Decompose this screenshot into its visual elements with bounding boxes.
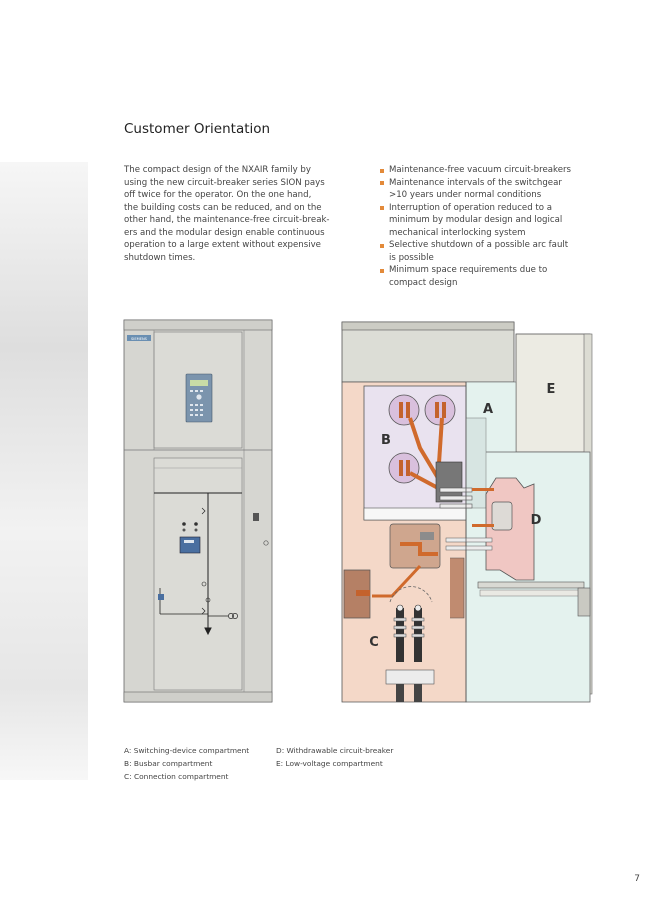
protection-relay [186,374,212,422]
feature-line: Maintenance-free vacuum circuit-breakers [389,165,571,175]
label-c: C [369,635,379,650]
feature-line: is possible [389,252,434,263]
feature-line: Selective shutdown of a possible arc fault [389,240,569,250]
intro-line: ers and the modular design enable continuous [124,227,325,238]
feature-item [380,264,606,289]
feature-item [380,239,606,264]
feature-list [380,164,606,289]
caption-line: D: Withdrawable circuit-breaker [276,746,394,755]
label-a: A [482,402,494,417]
feature-item [380,164,606,177]
intro-paragraph [124,164,350,264]
intro-line: other hand, the maintenance-free circuit-break- [124,215,330,225]
caption-line: E: Low-voltage compartment [276,758,383,768]
switchgear-figure [120,318,600,710]
page-title: Customer Orientation [124,121,271,137]
caption-line: C: Connection compartment [124,771,229,781]
feature-line: compact design [389,277,458,288]
side-gradient-band [0,162,88,780]
feature-line: >10 years under normal conditions [389,190,542,200]
feature-line: Minimum space requirements due to [389,265,548,275]
intro-line: using the new circuit-breaker series SION pays [124,177,325,188]
switchgear-front-view [124,320,272,702]
page-number: 7 [634,874,640,884]
caption-line: B: Busbar compartment [124,758,213,768]
feature-line: Interruption of operation reduced to a [389,202,553,213]
caption-right [276,745,393,771]
feature-line: Maintenance intervals of the switchgear [389,177,562,188]
feature-line: mechanical interlocking system [389,227,526,238]
intro-line: shutdown times. [124,252,196,263]
switchgear-section-view [342,322,592,702]
intro-line: the building costs can be reduced, and on the [124,202,322,213]
door-lock-icon [253,513,259,521]
caption-left [124,745,249,783]
intro-line: off twice for the operator. On the one hand, [124,190,312,200]
caption-line: A: Switching-device compartment [124,746,250,755]
label-d: D [530,513,542,528]
label-b: B [381,433,391,448]
label-e: E [546,382,556,397]
intro-line: operation to a large extent without expensive [124,240,321,250]
feature-line: minimum by modular design and logical [389,215,563,225]
intro-line: The compact design of the NXAIR family by [124,165,311,175]
feature-item [380,177,606,202]
feature-item [380,202,606,240]
siemens-logo-text: SIEMENS [131,337,147,341]
breaker-symbol [180,537,200,553]
